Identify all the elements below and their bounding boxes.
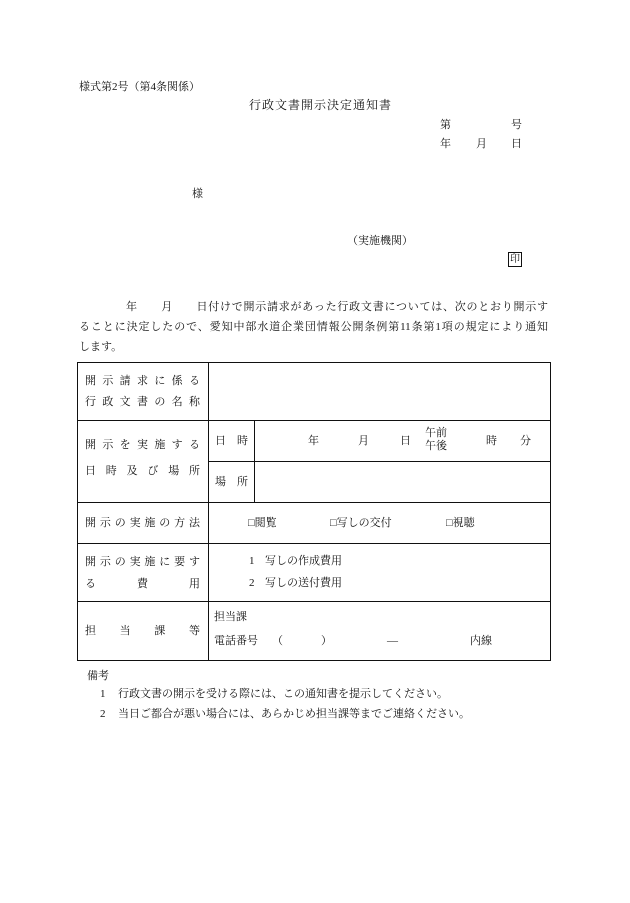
doc-number-suffix: 号 [511, 119, 522, 131]
datetime-pm: 午後 [425, 440, 447, 452]
label-line: る費用 [85, 577, 200, 590]
department-label: 担当課 [214, 611, 247, 623]
method-option-copy: □写しの交付 [330, 517, 392, 529]
label-line: 開示の実施に要す [85, 555, 200, 568]
schedule-label [78, 421, 208, 502]
label-line: 開示請求に係る [85, 374, 200, 387]
date-day: 日 [511, 138, 522, 150]
seal-mark: 印 [510, 254, 520, 265]
datetime-sublabel [209, 421, 254, 461]
date-month: 月 [476, 138, 487, 150]
document-name-label [78, 363, 208, 420]
body-line-2: ることに決定したので、愛知中部水道企業団情報公開条例第11条第1項の規定により通知 [79, 321, 548, 333]
document-name-value [209, 363, 550, 420]
label-line: 行政文書の名称 [85, 395, 200, 408]
remark-number: 2 [100, 708, 106, 720]
phone-paren-open: （ [272, 635, 283, 647]
method-option-viewing: □閲覧 [248, 517, 277, 529]
doc-number-prefix: 第 [440, 119, 451, 131]
disclosure-table [77, 362, 551, 661]
method-label [78, 503, 208, 543]
remarks-heading: 備考 [87, 670, 109, 682]
contact-label [78, 602, 208, 660]
document-title: 行政文書開示決定通知書 [249, 98, 393, 112]
datetime-minute: 分 [520, 435, 531, 447]
label-line: 担当課等 [85, 624, 200, 637]
datetime-hour: 時 [486, 435, 497, 447]
addressee-suffix: 様 [192, 188, 203, 200]
place-value [255, 462, 550, 502]
cost-item-text: 写しの作成費用 [265, 555, 342, 567]
cost-item-text: 写しの送付費用 [265, 577, 342, 589]
sublabel-text: 場所 [215, 476, 248, 488]
datetime-value [255, 421, 550, 461]
datetime-am: 午前 [425, 427, 447, 439]
body-line-1: 年 月 日付けで開示請求があった行政文書については、次のとおり開示す [79, 301, 548, 313]
date-year: 年 [440, 138, 451, 150]
remark-text: 行政文書の開示を受ける際には、この通知書を提示してください。 [118, 688, 448, 700]
cost-label [78, 544, 208, 601]
datetime-month: 月 [358, 435, 369, 447]
phone-paren-close: ） [321, 635, 332, 647]
body-line-3: します。 [79, 341, 123, 353]
label-line: 開示の実施の方法 [85, 516, 200, 529]
cost-value [209, 544, 550, 601]
remark-number: 1 [100, 688, 106, 700]
remark-text: 当日ご都合が悪い場合には、あらかじめ担当課等までご連絡ください。 [118, 708, 470, 720]
label-line: 開示を実施する [85, 438, 200, 451]
method-option-audiovisual: □視聴 [446, 517, 475, 529]
issuer-label: （実施機関） [347, 235, 413, 247]
label-line: 日時及び場所 [85, 464, 200, 477]
sublabel-text: 日時 [215, 435, 248, 447]
extension-label: 内線 [470, 635, 492, 647]
method-value [209, 503, 550, 543]
cost-item-number: 2 [249, 577, 255, 589]
phone-label: 電話番号 [214, 635, 258, 647]
place-sublabel [209, 462, 254, 502]
datetime-year: 年 [308, 435, 319, 447]
form-number: 様式第2号（第4条関係） [79, 81, 200, 93]
datetime-day: 日 [400, 435, 411, 447]
phone-dash: ― [387, 635, 398, 647]
contact-value [209, 602, 550, 660]
cost-item-number: 1 [249, 555, 255, 567]
